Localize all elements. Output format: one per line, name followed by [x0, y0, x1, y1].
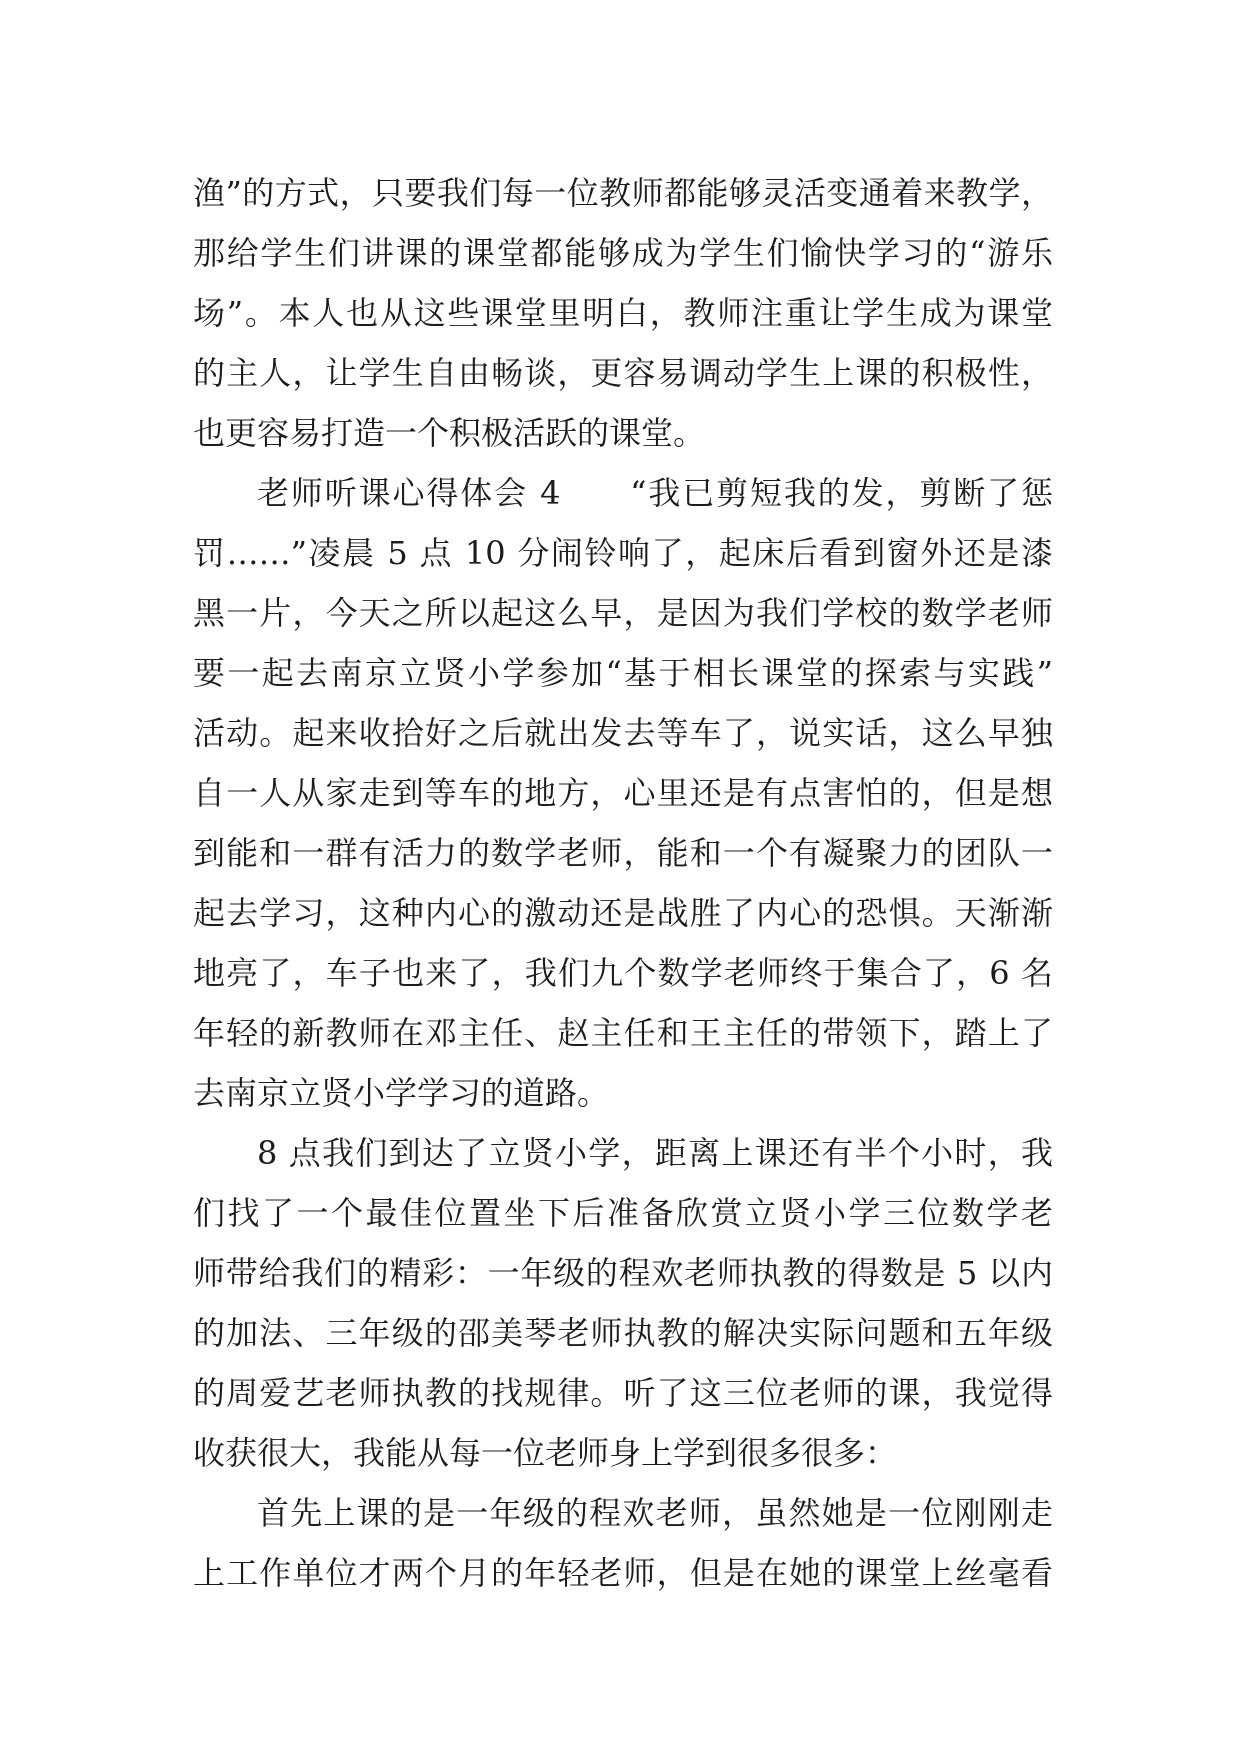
- text-line: 那给学生们讲课的课堂都能够成为学生们愉快学习的“游乐: [193, 234, 1053, 272]
- text-line: 自一人从家走到等车的地方，心里还是有点害怕的，但是想: [193, 774, 1053, 812]
- text-line: 们找了一个最佳位置坐下后准备欣赏立贤小学三位数学老: [193, 1194, 1053, 1232]
- text-line: 场”。本人也从这些课堂里明白，教师注重让学生成为课堂: [193, 294, 1053, 332]
- text-line: 也更容易打造一个积极活跃的课堂。: [193, 414, 706, 452]
- text-line: 活动。起来收拾好之后就出发去等车了，说实话，这么早独: [193, 714, 1053, 752]
- text-line: 地亮了，车子也来了，我们九个数学老师终于集合了，6 名: [193, 954, 1053, 992]
- text-line: 年轻的新教师在邓主任、赵主任和王主任的带领下，踏上了: [193, 1014, 1053, 1052]
- text-line: 渔”的方式，只要我们每一位教师都能够灵活变通着来教学，: [193, 174, 1053, 212]
- body-text: [193, 163, 1053, 1603]
- text-line: 收获很大，我能从每一位老师身上学到很多很多：: [193, 1434, 898, 1472]
- text-line: 到能和一群有活力的数学老师，能和一个有凝聚力的团队一: [193, 834, 1053, 872]
- section-heading-line: 老师听课心得体会 4 “我已剪短我的发，剪断了惩: [257, 474, 1053, 512]
- text-line: 去南京立贤小学学习的道路。: [193, 1074, 610, 1112]
- text-line: 师带给我们的精彩：一年级的程欢老师执教的得数是 5 以内: [193, 1254, 1053, 1292]
- text-line: 要一起去南京立贤小学参加“基于相长课堂的探索与实践”: [193, 654, 1053, 692]
- text-line: 的周爱艺老师执教的找规律。听了这三位老师的课，我觉得: [193, 1374, 1053, 1412]
- paragraph-start-line: 首先上课的是一年级的程欢老师，虽然她是一位刚刚走: [257, 1494, 1053, 1532]
- paragraph-start-line: 8 点我们到达了立贤小学，距离上课还有半个小时，我: [257, 1134, 1053, 1172]
- text-line: 起去学习，这种内心的激动还是战胜了内心的恐惧。天渐渐: [193, 894, 1053, 932]
- text-line: 的主人，让学生自由畅谈，更容易调动学生上课的积极性，: [193, 354, 1053, 392]
- text-line: 的加法、三年级的邵美琴老师执教的解决实际问题和五年级: [193, 1314, 1053, 1352]
- text-line: 罚……”凌晨 5 点 10 分闹铃响了，起床后看到窗外还是漆: [193, 534, 1053, 572]
- text-line: 黑一片，今天之所以起这么早，是因为我们学校的数学老师: [193, 594, 1053, 632]
- text-line: 上工作单位才两个月的年轻老师，但是在她的课堂上丝毫看: [193, 1554, 1053, 1592]
